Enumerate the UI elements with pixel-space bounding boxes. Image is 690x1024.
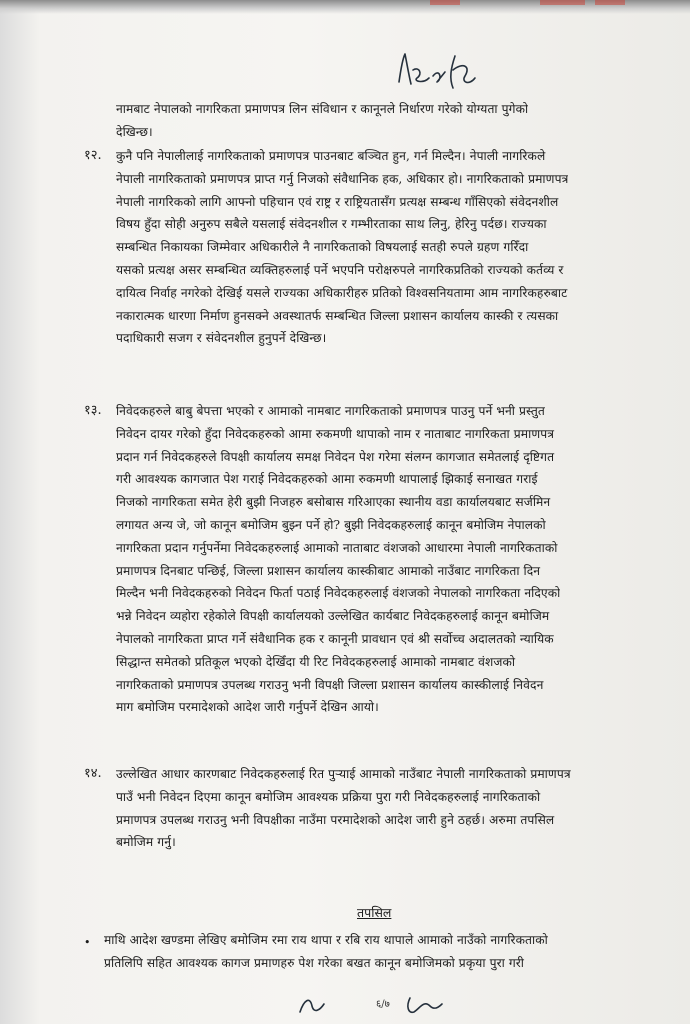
text-line: विषय हुँदा सोही अनुरुप सबैले यसलाई संवेदनशील र गम्भीरताका साथ लिनु, हेरिनु पर्दछ। राज्यका: [116, 217, 547, 232]
text-line: प्रतिलिपि सहित आवश्यक कागज प्रमाणहरु पेश गरेका बखत कानून बमोजिमको प्रकृया पुरा गरी: [104, 955, 525, 970]
scan-color-mark: [430, 0, 460, 5]
text-line: पदाधिकारी सजग र संवेदनशील हुनुपर्ने देखिन्छ।: [116, 331, 327, 346]
paragraph-number: १२.: [84, 148, 102, 163]
text-line: पाउँ भनी निवेदन दिएमा कानून बमोजिम आवश्यक प्रक्रिया पुरा गरी निवेदकहरुलाई नागरिकताको: [116, 789, 541, 804]
scan-top-edge: [0, 0, 690, 14]
text-line: निवेदकहरुले बाबु बेपत्ता भएको र आमाको नामबाट नागरिकताको प्रमाणपत्र पाउनु पर्ने भनी प्रस्तुत: [116, 404, 545, 418]
text-line: सम्बन्धित निकायका जिम्मेवार अधिकारीले नै नागरिकताको विषयलाई सतही रुपले ग्रहण गरिँदा: [116, 240, 529, 255]
text-line: निजको नागरिकता समेत हेरी बुझी निजहरु बसोबास गरिआएका स्थानीय वडा कार्यालयबाट सर्जमिन: [116, 495, 551, 510]
text-line: यसको प्रत्यक्ष असर सम्बन्धित व्यक्तिहरुलाई पर्ने भएपनि परोक्षरुपले नागरिकप्रतिको राज्यको कर्तव्य र: [116, 262, 564, 277]
text-line: कुनै पनि नेपालीलाई नागरिकताको प्रमाणपत्र पाउनबाट बञ्चित हुन, गर्न मिल्दैन। नेपाली नागरिकले: [116, 149, 546, 163]
bullet-text: [104, 929, 548, 975]
text-line: प्रदान गर्न निवेदकहरुले विपक्षी कार्यालय समक्ष निवेदन पेश गरेमा संलग्न कागजात समेतलाई दृष्टिगत: [116, 449, 555, 464]
scan-color-mark: [540, 0, 585, 5]
paragraph-number: १३.: [84, 403, 102, 418]
text-line: नकारात्मक धारणा निर्माण हुनसक्ने अवस्थातर्फ सम्बन्धित जिल्ला प्रशासन कार्यालय कास्की र त्यसका: [116, 308, 559, 323]
text-line: प्रमाणपत्र दिनबाट पन्छिई, जिल्ला प्रशासन कार्यालय कास्कीबाट आमाको नाउँबाट नागरिकता दिन: [116, 563, 541, 578]
paragraph-14: [116, 763, 571, 854]
text-line: निवेदन दायर गरेको हुँदा निवेदकहरुको आमा रुकमणी थापाको नाम र नाताबाट नागरिकता प्रमाणपत्र: [116, 426, 555, 441]
text-line: देखिन्छ।: [116, 124, 153, 139]
text-line: नेपाली नागरिकको लागि आफ्नो पहिचान एवं राष्ट्र र राष्ट्रियतासँग प्रत्यक्ष सम्बन्ध गाँसिएको संवेदनशील: [116, 194, 559, 209]
section-heading: तपसिल: [357, 905, 392, 920]
intro-text: [116, 98, 528, 144]
text-line: दायित्व निर्वाह नगरेको देखिई यसले राज्यका अधिकारीहरु प्रतिको विश्वसनियतामा आम नागरिकहरुबाट: [116, 285, 568, 300]
text-line: नेपाली नागरिकताको प्रमाणपत्र प्राप्त गर्नु निजको संवैधानिक हक, अधिकार हो। नागरिकताको प्रमाणपत्र: [116, 171, 569, 186]
paragraph-number: १४.: [84, 766, 102, 781]
text-line: भन्ने निवेदन व्यहोरा रहेकोले विपक्षी कार्यालयको उल्लेखित कार्यबाट निवेदकहरुलाई कानून बमोजिम: [116, 609, 550, 624]
page-number: ६/७: [376, 999, 390, 1010]
paragraph-13: [116, 400, 560, 719]
text-line: मिल्दैन भनी निवेदकहरुको निवेदन फिर्ता पठाई निवेदकहरुलाई वंशजको नेपालको नागरिकता नदिएको: [116, 586, 561, 601]
scan-color-mark: [595, 0, 625, 5]
text-line: उल्लेखित आधार कारणबाट निवेदकहरुलाई रित पुऱ्याई आमाको नाउँबाट नेपाली नागरिकताको प्रमाणपत्र: [116, 767, 571, 781]
text-line: बमोजिम गर्नु।: [116, 835, 176, 850]
text-line: नागरिकता प्रदान गर्नुपर्नेमा निवेदकहरुलाई आमाको नाताबाट वंशजको आधारमा नेपाली नागरिकताको: [116, 540, 558, 555]
paragraph-12: [116, 145, 568, 350]
text-line: लगायत अन्य जे, जो कानून बमोजिम बुझ्न पर्ने हो? बुझी निवेदकहरुलाई कानून बमोजिम नेपालको: [116, 517, 546, 532]
bullet-marker: •: [84, 936, 91, 949]
handwritten-initials-top: [393, 48, 488, 96]
text-line: माग बमोजिम परमादेशको आदेश जारी गर्नुपर्ने देखिन आयो।: [116, 700, 379, 715]
handwritten-signature-bottom: [290, 990, 450, 1020]
text-line: सिद्धान्त समेतको प्रतिकूल भएको देखिँदा यी रिट निवेदकहरुलाई आमाको नामबाट वंशजको: [116, 654, 516, 669]
text-line: नागरिकताको प्रमाणपत्र उपलब्ध गराउनु भनी विपक्षी जिल्ला प्रशासन कार्यालय कास्कीलाई निवेदन: [116, 677, 544, 692]
text-line: नामबाट नेपालको नागरिकता प्रमाणपत्र लिन संविधान र कानूनले निर्धारण गरेको योग्यता पुगेको: [116, 102, 529, 116]
text-line: माथि आदेश खण्डमा लेखिए बमोजिम रमा राय थापा र रबि राय थापाले आमाको नाउँको नागरिकताको: [104, 933, 548, 947]
text-line: प्रमाणपत्र उपलब्ध गराउनु भनी विपक्षीका नाउँमा परमादेशको आदेश जारी हुने ठहर्छ। अरुमा तपसिल: [116, 812, 555, 827]
text-line: नेपालको नागरिकता प्राप्त गर्ने संवैधानिक हक र कानूनी प्रावधान एवं श्री सर्वोच्च अदालतको न्यायिक: [116, 631, 554, 646]
text-line: गरी आवश्यक कागजात पेश गराई निवेदकहरुको आमा रुकमणी थापालाई झिकाई सनाखत गराई: [116, 472, 538, 487]
